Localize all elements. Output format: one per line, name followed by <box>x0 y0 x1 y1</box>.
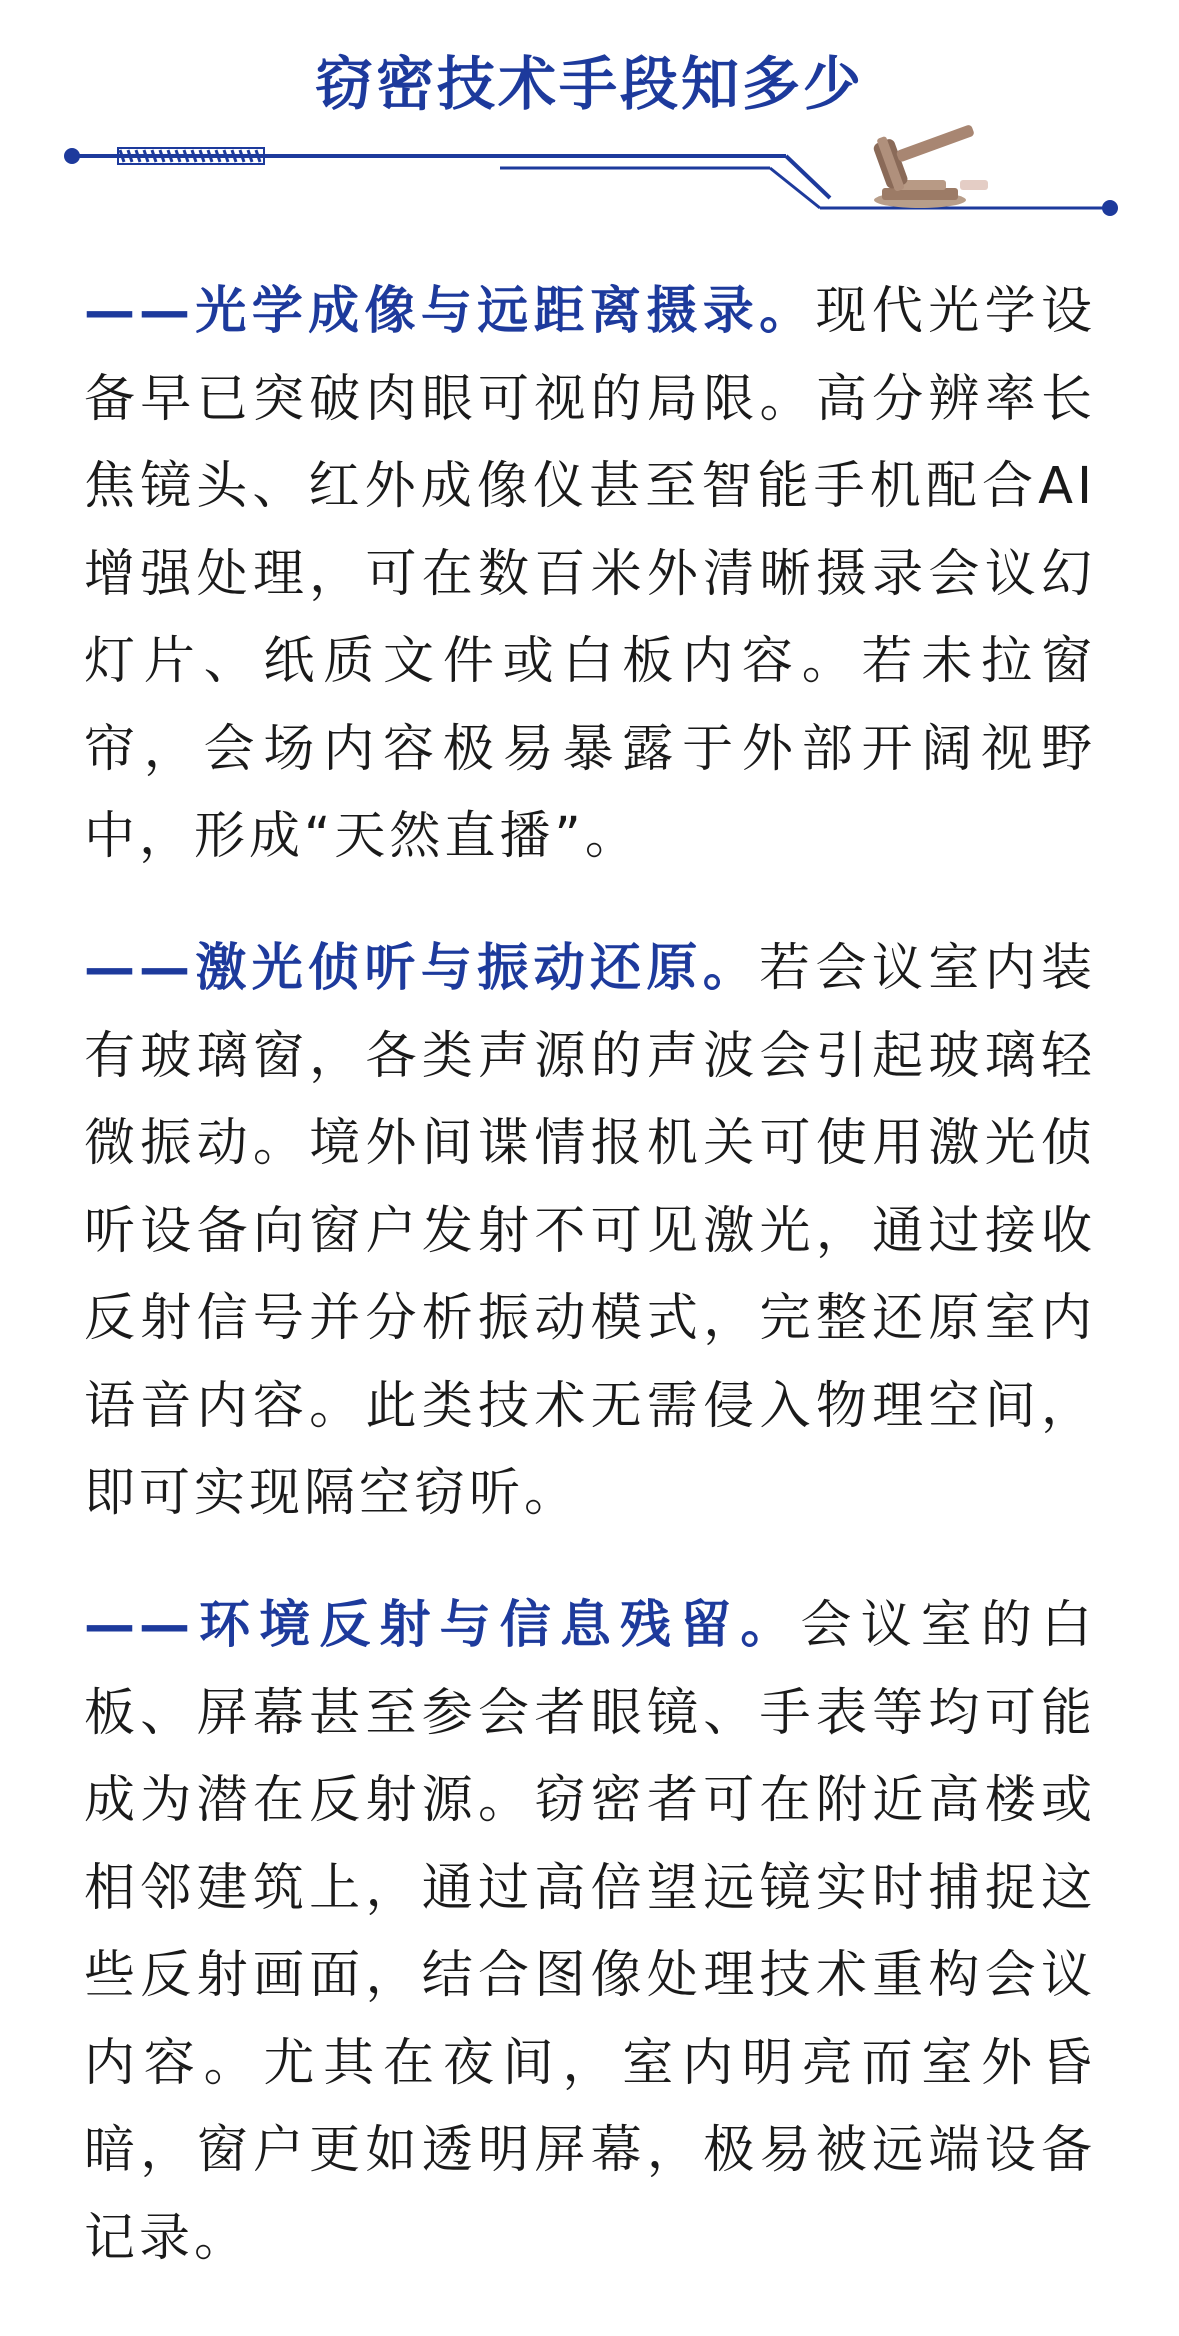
section-body: 若会议室内装有玻璃窗，各类声源的声波会引起玻璃轻微振动。境外间谍情报机关可使用激光侦听设备向窗户发射不可见激光，通过接收反射信号并分析振动模式，完整还原室内语音内容。此类技术无需侵入物理空间，即可实现隔空窃听。 <box>84 939 1096 1523</box>
section-lead: ——光学成像与远距离摄录。 <box>84 282 816 341</box>
section-lead: ——环境反射与信息残留。 <box>84 1596 801 1655</box>
section-body: 会议室的白板、屏幕甚至参会者眼镜、手表等均可能成为潜在反射源。窃密者可在附近高楼或相邻建筑上，通过高倍望远镜实时捕捉这些反射画面，结合图像处理技术重构会议内容。尤其在夜间，室内明亮而室外昏暗，窗户更如透明屏幕，极易被远端设备记录。 <box>84 1596 1096 2268</box>
section-lead: ——激光侦听与振动还原。 <box>84 939 760 998</box>
section-body: 现代光学设备早已突破肉眼可视的局限。高分辨率长焦镜头、红外成像仪甚至智能手机配合AI增强处理，可在数百米外清晰摄录会议幻灯片、纸质文件或白板内容。若未拉窗帘，会场内容极易暴露于外部开阔视野中，形成“天然直播”。 <box>84 282 1096 866</box>
page-title: 窃密技术手段知多少 <box>314 50 864 118</box>
section-optical-imaging <box>84 268 1096 881</box>
section-laser-listening <box>84 925 1096 1538</box>
gavel-icon <box>871 118 988 208</box>
section-environment-reflection <box>84 1582 1096 2282</box>
header-decoration <box>0 118 1179 228</box>
